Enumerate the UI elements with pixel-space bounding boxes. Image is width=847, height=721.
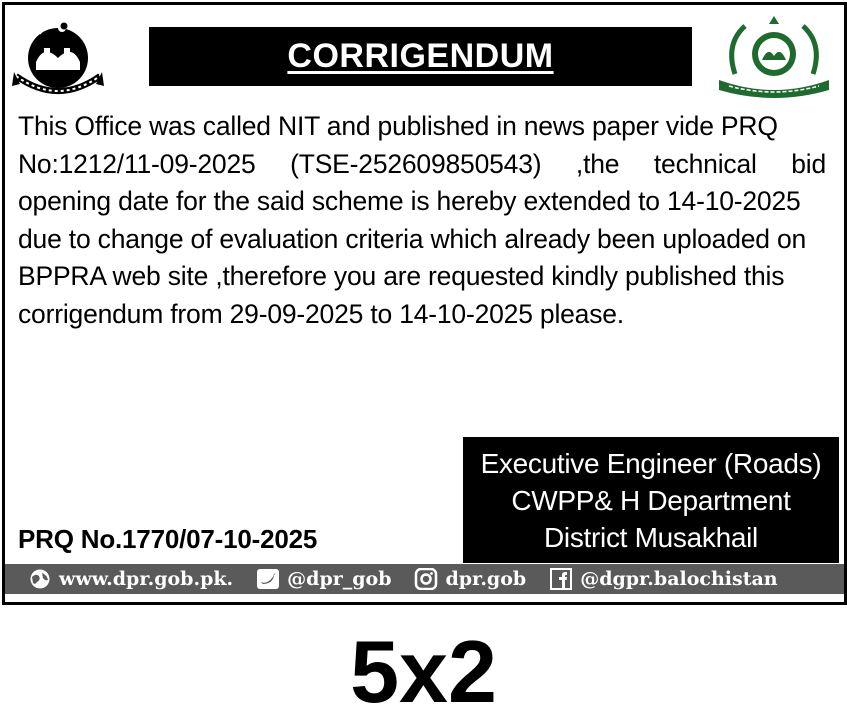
footer-website-text: www.dpr.gob.pk. — [59, 568, 234, 590]
footer-bar — [5, 564, 844, 594]
footer-twitter[interactable] — [255, 568, 391, 590]
footer-facebook-text: @dgpr.balochistan — [580, 568, 778, 590]
twitter-icon — [255, 568, 281, 590]
footer-website[interactable] — [27, 568, 233, 590]
body-line: BPPRA web site ,therefore you are requested kindly published this — [18, 261, 785, 291]
body-line: due to change of evaluation criteria which already been uploaded on — [18, 223, 807, 254]
ad-size-label: 5x2 — [350, 622, 497, 721]
notice-title: CORRIGENDUM — [287, 37, 554, 75]
globe-icon — [27, 568, 53, 590]
signature-block — [463, 437, 839, 563]
signature-department: CWPP& H Department — [511, 484, 791, 516]
body-line: opening date for the said scheme is hereby extended to 14-10-2025 — [18, 186, 801, 216]
body-line: This Office was called NIT and published in news paper vide PRQ — [18, 111, 778, 141]
notice-body — [18, 108, 826, 333]
footer-instagram[interactable] — [413, 568, 526, 590]
dgpr-logo-icon — [715, 14, 833, 98]
title-banner — [149, 27, 692, 86]
body-line: corrigendum from 29-09-2025 to 14-10-2025 please. — [18, 298, 624, 329]
facebook-icon — [548, 568, 574, 590]
prq-number: PRQ No.1770/07-10-2025 — [18, 524, 318, 554]
body-line: No:1212/11-09-2025 (TSE-252609850543) ,the technical bid — [18, 148, 826, 179]
balochistan-emblem-icon — [10, 14, 106, 98]
signature-district: District Musakhail — [544, 521, 758, 553]
footer-instagram-text: dpr.gob — [445, 568, 527, 590]
footer-twitter-text: @dpr_gob — [287, 568, 392, 590]
footer-facebook[interactable] — [548, 568, 777, 590]
signature-designation: Executive Engineer (Roads) — [480, 447, 822, 479]
instagram-icon — [413, 568, 439, 590]
